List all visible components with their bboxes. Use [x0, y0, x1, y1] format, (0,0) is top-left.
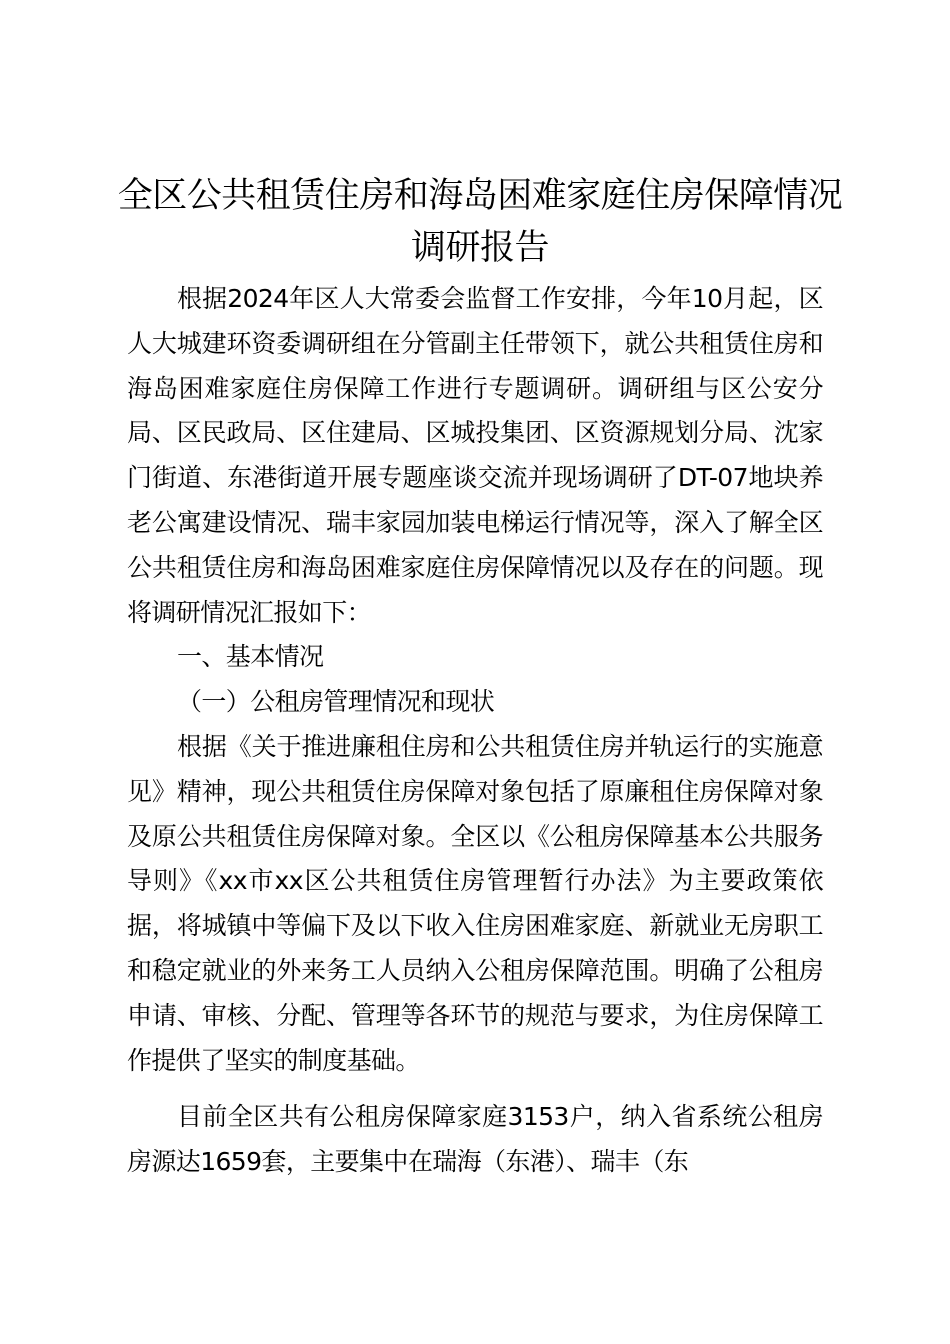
document-title: 全区公共租赁住房和海岛困难家庭住房保障情况调研报告 [117, 176, 843, 268]
policy-paragraph: 根据《关于推进廉租住房和公共租赁住房并轨运行的实施意见》精神，现公共租赁住房保障对象包括了原廉租住房保障对象及原公共租赁住房保障对象。全区以《公租房保障基本公共服务导则》《xx市xx区公共租赁住房管理暂行办法》为主要政策依据，将城镇中等偏下及以下收入住房困难家庭、新就业无房职工和稳定就业的外来务工人员纳入公租房保障范围。明确了公租房申请、审核、分配、管理等各环节的规范与要求，为住房保障工作提供了坚实的制度基础。 [127, 731, 823, 1075]
subsection-heading-public-rental-management: （一）公租房管理情况和现状 [177, 687, 495, 717]
intro-paragraph: 根据2024年区人大常委会监督工作安排，今年10月起，区人大城建环资委调研组在分管副主任带领下，就公共租赁住房和海岛困难家庭住房保障工作进行专题调研。调研组与区公安分局、区民政局、区住建局、区城投集团、区资源规划分局、沈家门街道、东港街道开展专题座谈交流并现场调研了DT-07地块养老公寓建设情况、瑞丰家园加装电梯运行情况等，深入了解全区公共租赁住房和海岛困难家庭住房保障情况以及存在的问题。现将调研情况汇报如下： [127, 284, 823, 627]
section-heading-basic-situation: 一、基本情况 [177, 642, 324, 672]
current-status-paragraph: 目前全区共有公租房保障家庭3153户，纳入省系统公租房房源达1659套，主要集中在瑞海（东港）、瑞丰（东 [127, 1102, 823, 1177]
document-body [127, 277, 823, 1185]
